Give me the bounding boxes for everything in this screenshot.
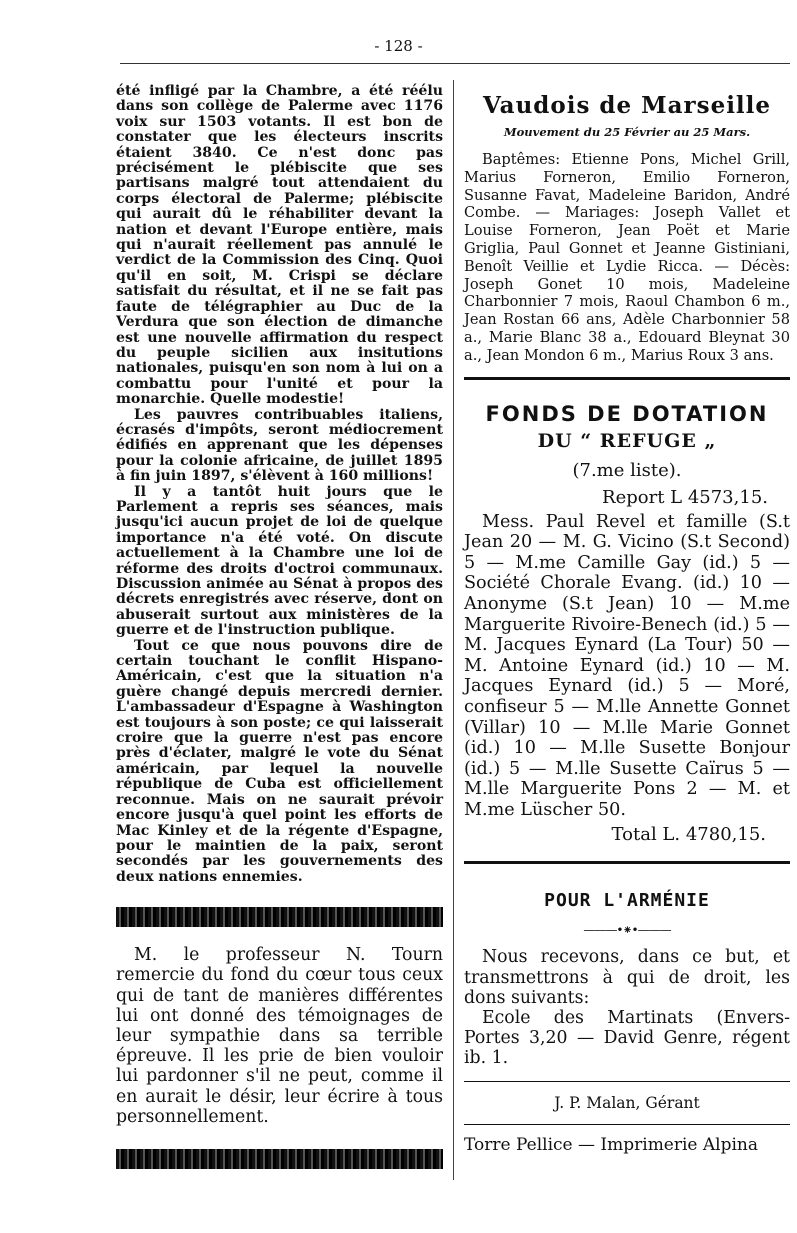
imprint-line: Torre Pellice — Imprimerie Alpina — [464, 1134, 759, 1155]
armenie-title: POUR L'ARMÉNIE — [544, 890, 710, 912]
fonds-body: Mess. Paul Revel et famille (S.t Jean 20 — M. G. Vicino (S.t Second) 5 — M.me Camille Gay (id.) 5 — Société Chorale Evang. (id.) 10 — Anonyme (S.t Jean) 10 — M.me Marguerite Rivoire-Benech (id.) 5 — M. Jacques Eynard (La Tour) 50 — M. Antoine Eynard (id.) 10 — M. Jacques Eynard (id.) 5 — Moré, confiseur 5 — M.lle Annette Gonnet (Villar) 10 — M.lle Marie Gonnet (id.) 10 — M.lle Susette Bonjour (id.) 5 — M.lle Susette Caïrus 5 — M.lle Marguerite Pons 2 — M. et M.me Lüscher 50. — [464, 511, 790, 820]
left-column — [116, 84, 443, 1173]
article-crispi: été infligé par la Chambre, a été réélu dans son collège de Palerme avec 1176 voix sur 1503 votants. Il est bon de constater que les électeurs inscrits étaient 3840. Ce n'est donc pas précisément le plébiscite que ses partisans malgré tout attendaient du corps électoral de Palerme; plébiscite qui aurait dû le réhabiliter devant la nation et devant l'Europe entière, mais qui n'aurait réellement pas annulé le verdict de la Commission des Cinq. Quoi qu'il en soit, M. Crispi se déclare satisfait du résultat, et il ne se fait pas faute de télégraphier au Duc de la Verdura que son élection de dimanche est une nouvelle affirmation du respect du peuple sicilien aux insitutions nationales, puisqu'en son nom à lui on a combattu pour l'unité et pour la monarchie. Quelle modestie! — [116, 83, 443, 408]
gerant-signature: J. P. Malan, Gérant — [554, 1093, 700, 1112]
article-conflit: Tout ce que nous pouvons dire de certain touchant le conflit Hispano-Américain, c'est que la situation n'a guère changé depuis mercredi dernier. L'ambassadeur d'Espagne à Washington est toujours à son poste; ce qui laisserait croire que la guerre n'est pas encore près d'éclater, malgré le vote du Sénat américain, par lequel la nouvelle république de Cuba est officiellement reconnue. Mais on ne saurait prévoir encore jusqu'à quel point les efforts de Mac Kinley et de la régente d'Espagne, pour le maintien de la paix, seront secondés par les gouvernements des deux nations ennemies. — [116, 637, 443, 885]
ornament-bar-bottom — [116, 1149, 443, 1169]
column-divider — [453, 80, 454, 1180]
header-rule — [120, 63, 790, 64]
armenie-intro: Nous recevons, dans ce but, et transmettrons à qui de droit, les dons suivants: — [464, 947, 790, 1008]
article-colonie: Les pauvres contribuables italiens, écrasés d'impôts, seront médiocrement édifiés en apprenant que les dépenses pour la colonie africaine, de juillet 1895 à fin juin 1897, s'élèvent à 160 millions! — [116, 406, 443, 485]
vaudois-subtitle: Mouvement du 25 Février au 25 Mars. — [503, 125, 751, 139]
armenie-body: Ecole des Martinats (Envers-Portes 3,20 — David Genre, régent ib. 1. — [464, 1008, 790, 1069]
ornament-bar-top — [116, 907, 443, 927]
fonds-list-number: (7.me liste). — [572, 459, 682, 481]
section-rule-4 — [464, 1124, 790, 1125]
section-rule-2 — [464, 861, 790, 864]
fonds-report: Report L 4573,15. — [602, 486, 768, 508]
section-rule-3 — [464, 1081, 790, 1082]
section-rule-1 — [464, 377, 790, 380]
notice-tourn: M. le professeur N. Tourn remercie du fond du cœur tous ceux qui de tant de manières différentes lui ont donné des témoignages de leur sympathie dans sa terrible épreuve. Il les prie de bien vouloir lui pardonner s'il ne peut, comme il en aurait le désir, leur écrire à tous personnellement. — [116, 945, 443, 1127]
vaudois-body: Baptêmes: Etienne Pons, Michel Grill, Marius Forneron, Emilio Forneron, Susanne Favat, Madeleine Baridon, André Combe. — Mariages: Joseph Vallet et Louise Forneron, Jean Poët et Marie Griglia, Paul Gonnet et Jeanne Gistiniani, Benoît Veillie et Lydie Ricca. — Décès: Joseph Gonet 10 mois, Madeleine Charbonnier 7 mois, Raoul Chambon 6 m., Jean Rostan 66 ans, Adèle Charbonnier 58 a., Marie Blanc 38 a., Edouard Bleynat 30 a., Jean Mondon 6 m., Marius Roux 3 ans. — [464, 151, 790, 364]
vaudois-title: Vaudois de Marseille — [482, 92, 772, 119]
fonds-title: FONDS DE DOTATION — [485, 401, 769, 426]
fonds-title-refuge: DU “ REFUGE „ — [537, 429, 717, 452]
page-number: - 128 - — [374, 37, 423, 55]
article-parlement: Il y a tantôt huit jours que le Parlement a repris ses séances, mais jusqu'ici aucun projet de loi de quelque importance n'a été voté. On discute actuellement à la Chambre une loi de réforme des droits d'octroi communaux. Discussion animée au Sénat à propos des décrets enregistrés avec réserve, dont on abuserait surtout aux ministères de la guerre et de l'instruction publique. — [116, 483, 443, 639]
right-column — [464, 84, 790, 1155]
armenie-ornament: ———•⁕•——— — [583, 923, 671, 938]
fonds-total: Total L. 4780,15. — [611, 824, 766, 846]
